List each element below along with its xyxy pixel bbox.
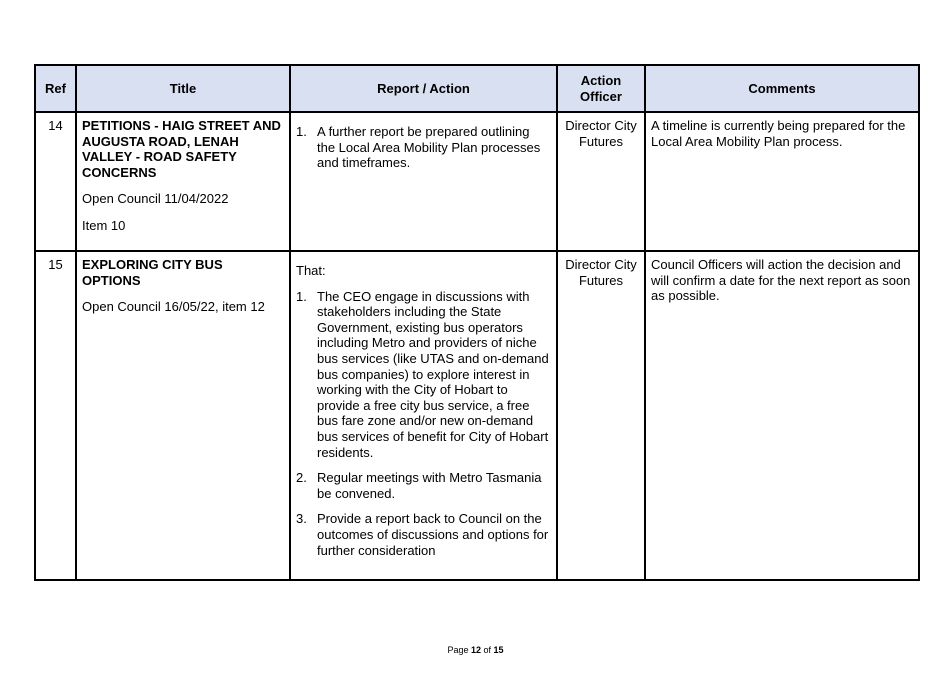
row-meeting: Open Council 11/04/2022: [82, 191, 229, 207]
list-item: [296, 289, 551, 461]
header-action-officer: [557, 65, 645, 112]
row-report-cell: [290, 112, 557, 251]
action-list: [296, 289, 551, 559]
row-ref: 14: [35, 112, 76, 251]
header-officer-line1: Action: [580, 72, 622, 88]
header-ref: Ref: [35, 65, 76, 112]
row-report-cell: [290, 251, 557, 580]
list-item: [296, 511, 551, 558]
page-footer: [0, 645, 951, 655]
row-officer: Director City Futures: [557, 112, 645, 251]
list-item-number: 1.: [296, 288, 307, 304]
table-row: [35, 251, 919, 580]
row-comments: Council Officers will action the decision and will confirm a date for the next report as soon as possible.: [645, 251, 919, 580]
list-item: [296, 470, 551, 501]
footer-page-total: 15: [493, 645, 504, 655]
header-comments: Comments: [645, 65, 919, 112]
header-row: [35, 65, 919, 112]
list-item-text: Provide a report back to Council on the outcomes of discussions and options for further consideration: [317, 511, 549, 558]
row-officer: Director City Futures: [557, 251, 645, 580]
header-title: Title: [76, 65, 290, 112]
list-item-number: 3.: [296, 511, 307, 527]
list-item-number: 2.: [296, 470, 307, 486]
list-item-text: Regular meetings with Metro Tasmania be convened.: [317, 470, 542, 501]
row-title: PETITIONS - HAIG STREET AND AUGUSTA ROAD, LENAH VALLEY - ROAD SAFETY CONCERNS: [82, 118, 281, 180]
action-list: [296, 124, 551, 171]
header-report-action: Report / Action: [290, 65, 557, 112]
row-comments: A timeline is currently being prepared for the Local Area Mobility Plan process.: [645, 112, 919, 251]
row-title-cell: [76, 251, 290, 580]
footer-page-current: 12: [470, 645, 481, 655]
table-row: [35, 112, 919, 251]
row-meeting: Open Council 16/05/22, item 12: [82, 299, 265, 315]
row-title: EXPLORING CITY BUS OPTIONS: [82, 257, 223, 288]
row-item: Item 10: [82, 217, 126, 233]
list-item-text: The CEO engage in discussions with stakeholders including the State Government, existing bus operators including Metro and providers of niche bus services (like UTAS and on-demand bus companies) to explore interest in working with the City of Hobart to provide a free city bus service, a free bus fare zone and/or new on-demand bus services of benefit for City of Hobart residents.: [317, 288, 549, 460]
footer-of-word: of: [483, 645, 492, 655]
header-officer-line2: Officer: [580, 88, 622, 104]
list-item-text: A further report be prepared outlining the Local Area Mobility Plan processes and timeframes.: [317, 124, 541, 171]
list-item-number: 1.: [296, 124, 307, 139]
footer-page-word: Page: [447, 645, 469, 655]
action-table: [34, 64, 920, 581]
row-title-cell: [76, 112, 290, 251]
list-item: [296, 124, 551, 171]
row-intro: That:: [296, 263, 326, 278]
row-ref: 15: [35, 251, 76, 580]
